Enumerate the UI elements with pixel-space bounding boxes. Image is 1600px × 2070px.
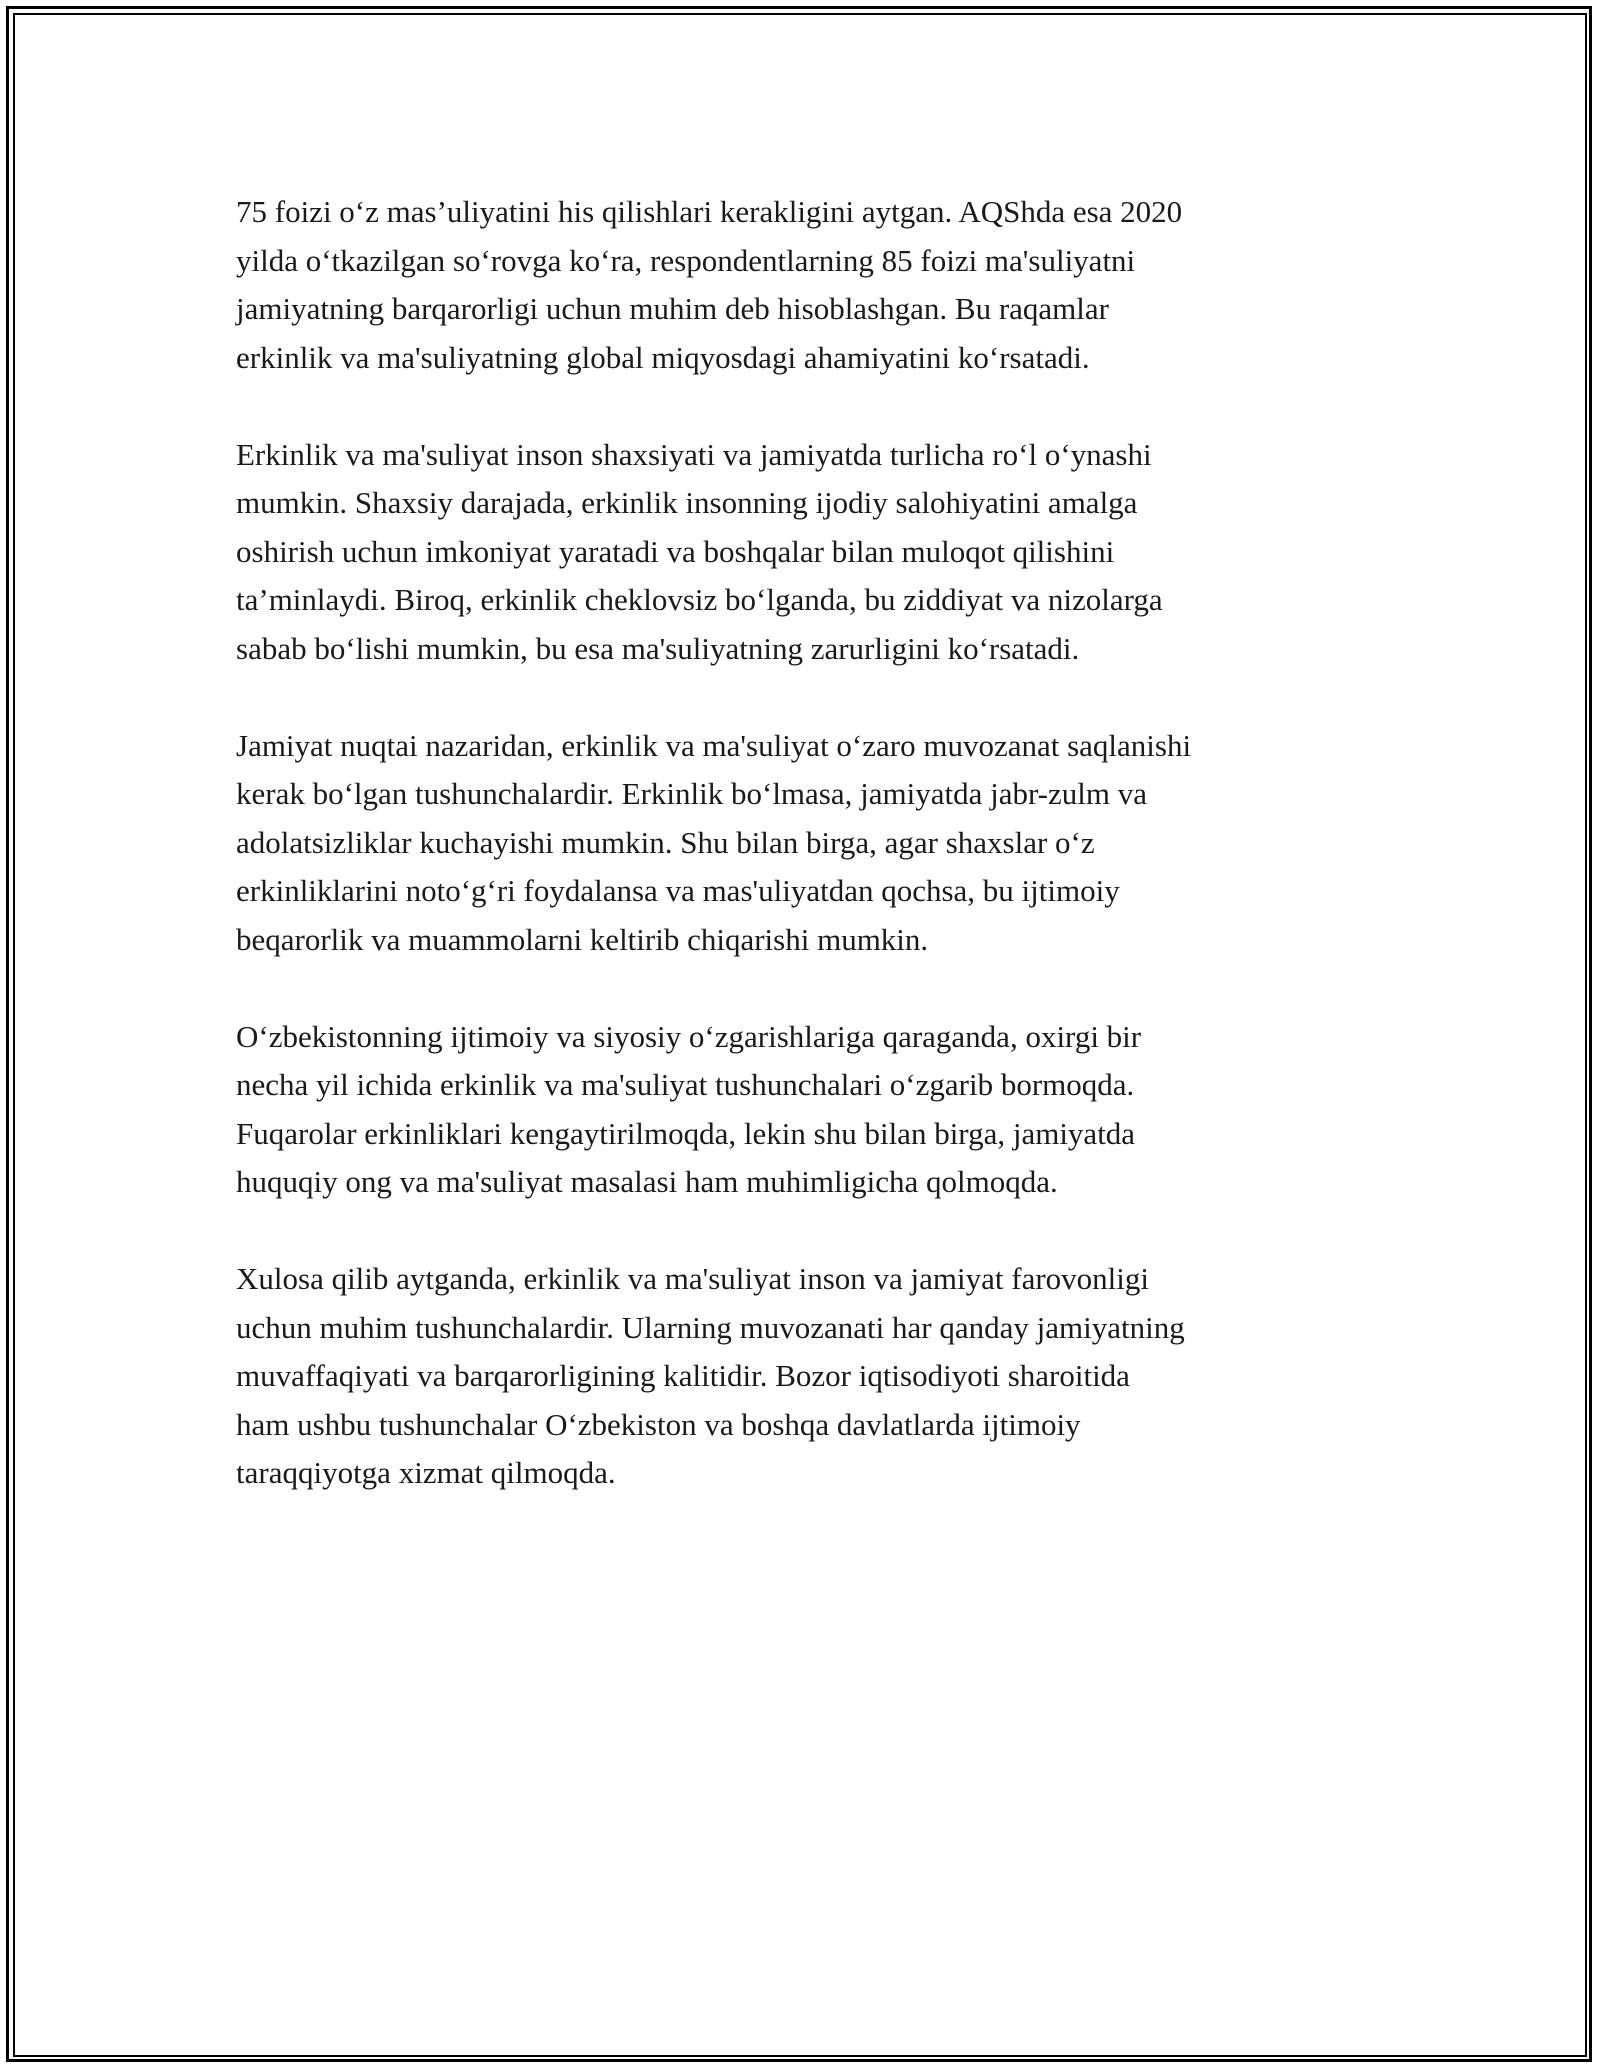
paragraph-survey-statistics <box>236 188 1376 382</box>
paragraph-personal-role <box>236 431 1376 674</box>
text-line: taraqqiyotga xizmat qilmoqda. <box>236 1455 616 1490</box>
paragraph-society-balance <box>236 722 1376 965</box>
text-line: Jamiyat nuqtai nazaridan, erkinlik va ma'suliyat o‘zaro muvozanat saqlanishi <box>236 727 1192 763</box>
text-line: sabab bo‘lishi mumkin, bu esa ma'suliyatning zarurligini ko‘rsatadi. <box>236 630 1080 666</box>
text-line: ta’minlaydi. Biroq, erkinlik cheklovsiz bo‘lganda, bu ziddiyat va nizolarga <box>236 582 1163 617</box>
text-line: erkinlik va ma'suliyatning global miqyosdagi ahamiyatini ko‘rsatadi. <box>236 339 1090 375</box>
text-line: uchun muhim tushunchalardir. Ularning muvozanati har qanday jamiyatning <box>236 1309 1185 1345</box>
text-line: necha yil ichida erkinlik va ma'suliyat tushunchalari o‘zgarib bormoqda. <box>236 1067 1135 1102</box>
text-line: adolatsizliklar kuchayishi mumkin. Shu bilan birga, agar shaxslar o‘z <box>236 824 1095 860</box>
text-line: Erkinlik va ma'suliyat inson shaxsiyati va jamiyatda turlicha ro‘l o‘ynashi <box>236 436 1152 472</box>
text-line: oshirish uchun imkoniyat yaratadi va boshqalar bilan muloqot qilishini <box>236 533 1115 569</box>
text-line: beqarorlik va muammolarni keltirib chiqarishi mumkin. <box>236 921 929 957</box>
text-line: huquqiy ong va ma'suliyat masalasi ham muhimligicha qolmoqda. <box>236 1164 1058 1199</box>
text-line: kerak bo‘lgan tushunchalardir. Erkinlik bo‘lmasa, jamiyatda jabr-zulm va <box>236 776 1148 811</box>
text-line: mumkin. Shaxsiy darajada, erkinlik insonning ijodiy salohiyatini amalga <box>236 485 1138 520</box>
text-line: erkinliklarini noto‘g‘ri foydalansa va mas'uliyatdan qochsa, bu ijtimoiy <box>236 873 1120 908</box>
text-line: jamiyatning barqarorligi uchun muhim deb hisoblashgan. Bu raqamlar <box>236 291 1109 326</box>
text-line: Fuqarolar erkinliklari kengaytirilmoqda, lekin shu bilan birga, jamiyatda <box>236 1115 1136 1151</box>
paragraph-conclusion <box>236 1255 1376 1498</box>
text-line: 75 foizi o‘z mas’uliyatini his qilishlari kerakligini aytgan. AQShda esa 2020 <box>236 194 1183 229</box>
text-line: O‘zbekistonning ijtimoiy va siyosiy o‘zgarishlariga qaraganda, oxirgi bir <box>236 1018 1142 1054</box>
document-body <box>236 188 1376 1546</box>
text-line: muvaffaqiyati va barqarorligining kalitidir. Bozor iqtisodiyoti sharoitida <box>236 1358 1130 1393</box>
text-line: ham ushbu tushunchalar O‘zbekiston va boshqa davlatlarda ijtimoiy <box>236 1406 1081 1442</box>
text-line: yilda o‘tkazilgan so‘rovga ko‘ra, respondentlarning 85 foizi ma'suliyatni <box>236 242 1136 278</box>
paragraph-uzbekistan-changes <box>236 1013 1376 1207</box>
text-line: Xulosa qilib aytganda, erkinlik va ma'suliyat inson va jamiyat farovonligi <box>236 1261 1150 1296</box>
